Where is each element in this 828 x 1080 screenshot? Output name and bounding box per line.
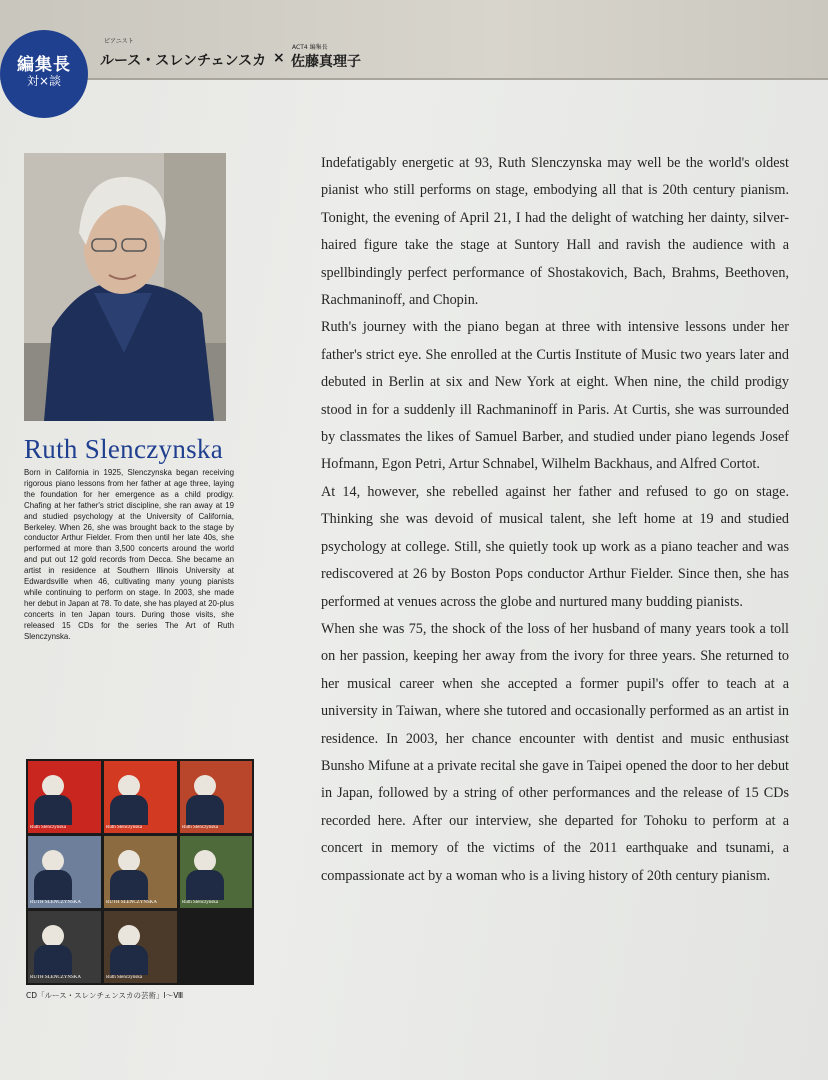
badge-title: 編集長 — [17, 55, 71, 75]
cd-cover-figure — [34, 945, 72, 975]
article-body — [321, 150, 789, 890]
cd-cover-head — [118, 775, 140, 797]
cd-cover-figure — [186, 870, 224, 900]
portrait-photo — [24, 153, 226, 421]
cd-cover-title: RUTH SLENCZYNSKA — [30, 900, 81, 905]
cd-covers-grid — [26, 759, 254, 985]
header-band — [0, 0, 828, 80]
article-paragraph: Ruth's journey with the piano began at three with intensive lessons under her father's strict eye. She enrolled at the Curtis Institute of Music two years later and debuted in Berlin at six and New York at eight. When nine, the child prodigy stood in for a suddenly ill Rachmaninoff in Paris. At Curtis, she was surrounded by classmates the likes of Samuel Barber, and studied under piano legends Josef Hofmann, Egon Petri, Artur Schnabel, Wilhelm Backhaus, and Alfred Cortot. — [321, 319, 789, 473]
cd-cover-figure — [34, 870, 72, 900]
cd-cover-figure — [110, 945, 148, 975]
portrait-illustration — [24, 153, 226, 421]
cd-cover-title: RUTH SLENCZYNSKA — [106, 900, 157, 905]
cross-mark: × — [273, 50, 285, 66]
cd-cover-title: Ruth Slenczynska — [182, 900, 218, 905]
article-paragraph: Indefatigably energetic at 93, Ruth Slenczynska may well be the world's oldest pianist who still performs on stage, embodying all that is 20th century pianism. Tonight, the evening of April 21, I had the delight of watching her dainty, silver-haired figure take the stage at Suntory Hall and ravish the audience with a spellbindingly perfect performance of Shostakovich, Bach, Brahms, Beethoven, Rachmaninoff, and Chopin. — [321, 155, 789, 309]
editor-label: ACT4 編集長 — [292, 44, 328, 51]
cd-cover — [104, 836, 177, 908]
article-paragraph: At 14, however, she rebelled against her father and refused to go on stage. Thinking she was devoid of musical talent, she left home at 19 and studied psychology at college. Still, she quietly took up work as a piano teacher and was rediscovered at 26 by Boston Pops conductor Arthur Fielder. Since then, she has performed at venues across the globe and nurtured many budding pianists. — [321, 483, 789, 610]
cd-cover-head — [194, 775, 216, 797]
cd-cover-title: Ruth Slenczynska — [106, 825, 142, 830]
cd-cover — [28, 761, 101, 833]
pianist-label: ピアニスト — [104, 38, 134, 45]
subject-name: Ruth Slenczynska — [24, 434, 224, 464]
article-paragraph: When she was 75, the shock of the loss of her husband of many years took a toll on her passion, keeping her away from the ivory for three years. She returned to her musical career when she accepted a former pupil's offer to teach at a university in Taiwan, where she tutored and occasionally performed as an artist in residence. In 2003, her chance encounter with dentist and music enthusiast Bunsho Mifune at a private recital she gave in Taipei opened the door to her debut in Japan, followed by a string of other performances and the release of 15 CDs recorded here. After our interview, she departed for Tohoku to perform at a concert in memory of the victims of the 2011 earthquake and tsunami, a compassionate act by a woman who is a living history of 20th century pianism. — [321, 620, 789, 884]
pianist-name: ルース・スレンチェンスカ — [100, 53, 267, 69]
editor-name: 佐藤真理子 — [291, 54, 361, 70]
cd-cover-head — [42, 925, 64, 947]
cd-cover — [28, 836, 101, 908]
cd-cover-head — [42, 775, 64, 797]
cd-cover-figure — [110, 870, 148, 900]
subject-bio: Born in California in 1925, Slenczynska began receiving rigorous piano lessons from her father at age three, laying the foundation for her emergence as a child prodigy. Chafing at her father's strict discipline, she ran away at 19 and studied psychology at the University of California, Berkeley. When 26, she was brought back to the stage by conductor Arthur Fielder. From then until her late 40s, she performed at more than 3,500 concerts around the world and put out 12 gold records from Decca. She became an artist in residence at Southern Illinois University at Edwardsville when 46, cultivating many young pianists while continuing to perform on stage. In 2003, she made her debut in Japan at 78. To date, she has played at 20-plus concerts in ten Japan tours. During those visits, she released 15 CDs for the series The Art of Ruth Slenczynska. — [24, 468, 234, 641]
cd-cover-head — [118, 850, 140, 872]
cd-cover-figure — [186, 795, 224, 825]
cd-cover — [180, 761, 252, 833]
badge-subtitle: 対×談 — [26, 74, 62, 88]
interview-badge — [0, 30, 88, 118]
cd-cover-title: Ruth Slenczynska — [106, 975, 142, 980]
cd-cover — [104, 911, 177, 983]
cd-cover-figure — [34, 795, 72, 825]
cd-cover-title: RUTH SLENCZYNSKA — [30, 975, 81, 980]
cd-cover-head — [118, 925, 140, 947]
cd-cover — [28, 911, 101, 983]
cd-cover — [180, 836, 252, 908]
cd-cover-head — [194, 850, 216, 872]
cd-cover-head — [42, 850, 64, 872]
cd-cover-figure — [110, 795, 148, 825]
cd-cover — [104, 761, 177, 833]
cd-cover-title: Ruth Slenczynska — [30, 825, 66, 830]
cd-caption: CD「ルース・スレンチェンスカの芸術」Ⅰ～Ⅷ — [26, 991, 184, 1000]
cd-cover-title: Ruth Slenczynska — [182, 825, 218, 830]
